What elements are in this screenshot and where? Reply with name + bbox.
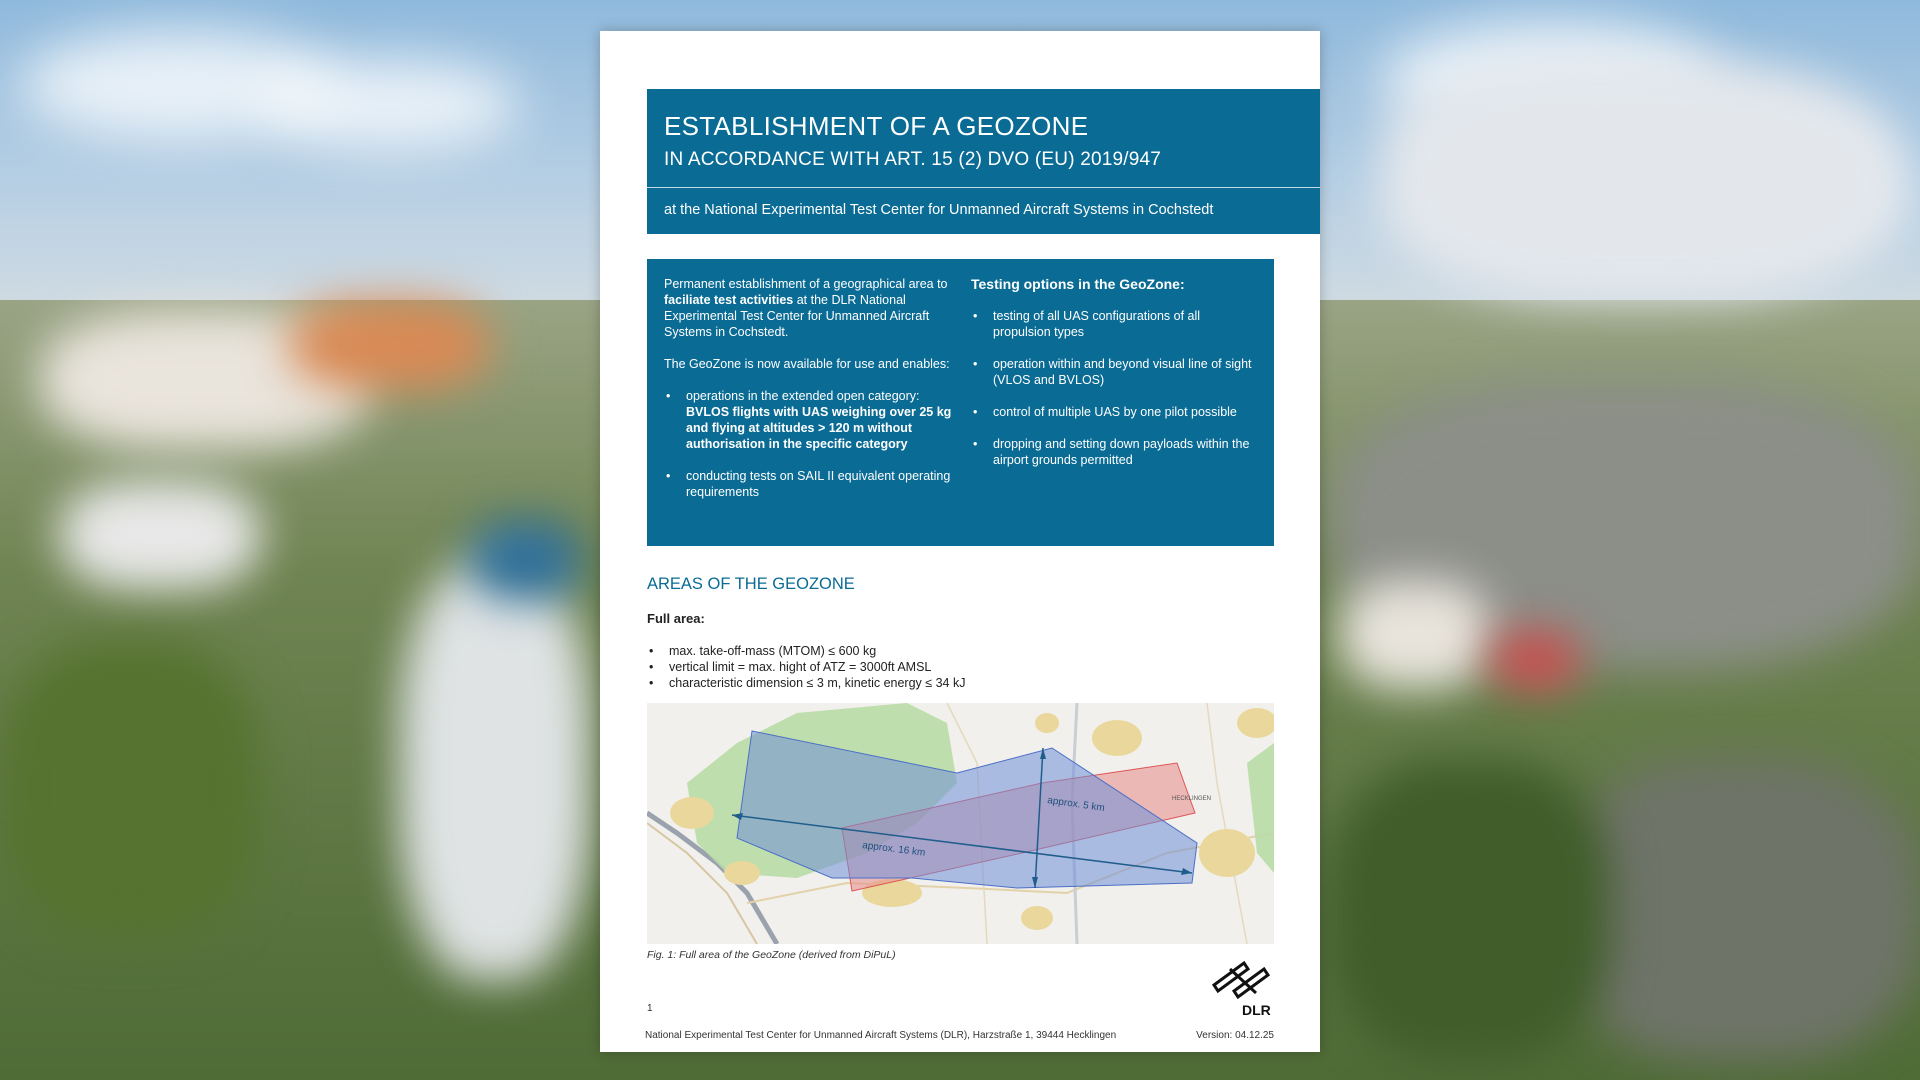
map-label-5km: approx. 5 km (1046, 795, 1106, 815)
header-divider (647, 187, 1320, 188)
dlr-logo-icon (1208, 959, 1274, 1019)
geozone-map (647, 703, 1274, 944)
testing-list (971, 308, 1261, 468)
list-item: • vertical limit = max. hight of ATZ = 3000ft AMSL (647, 659, 965, 675)
list-item: • operation within and beyond visual line of sight (VLOS and BVLOS) (971, 356, 1261, 388)
flyer-page (600, 31, 1320, 1052)
spec-list (647, 643, 965, 691)
footer-address: National Experimental Test Center for Unmanned Aircraft Systems (DLR), Harzstraße 1, 39444 Hecklingen (645, 1030, 1117, 1041)
header-banner (647, 89, 1320, 234)
list-item: • control of multiple UAS by one pilot possible (971, 404, 1261, 420)
figure-caption: Fig. 1: Full area of the GeoZone (derived from DiPuL) (647, 949, 896, 961)
list-item: • conducting tests on SAIL II equivalent operating requirements (664, 468, 954, 500)
enables-list (664, 388, 954, 500)
intro-paragraph: Permanent establishment of a geographical area to faciliate test activities at the DLR National Experimental Test Center for Unmanned Aircraft Systems in Cochstedt. (664, 277, 948, 339)
section-heading: AREAS OF THE GEOZONE (647, 575, 855, 593)
list-item: • dropping and setting down payloads within the airport grounds permitted (971, 436, 1261, 468)
page-number: 1 (647, 1003, 653, 1014)
testing-column (971, 276, 1261, 484)
enables-paragraph: The GeoZone is now available for use and enables: (664, 357, 950, 371)
page-subtitle: IN ACCORDANCE WITH ART. 15 (2) DVO (EU) 2019/947 (664, 149, 1162, 170)
version-label: Version: 04.12.25 (1196, 1030, 1274, 1041)
full-area-label: Full area: (647, 611, 705, 626)
intro-column (664, 276, 954, 516)
map-town-label: HECKLINGEN (1172, 796, 1212, 802)
list-item: • operations in the extended open category: BVLOS flights with UAS weighing over 25 kg and flying at altitudes > 120 m without authorisation in the specific category (664, 388, 954, 452)
list-item: • characteristic dimension ≤ 3 m, kinetic energy ≤ 34 kJ (647, 675, 965, 691)
list-item: • testing of all UAS configurations of all propulsion types (971, 308, 1261, 340)
logo-text: DLR (1242, 1002, 1271, 1018)
info-box (647, 259, 1274, 546)
page-title: ESTABLISHMENT OF A GEOZONE (664, 111, 1089, 141)
testing-heading: Testing options in the GeoZone: (971, 276, 1185, 292)
location-line: at the National Experimental Test Center for Unmanned Aircraft Systems in Cochstedt (664, 202, 1214, 218)
list-item: • max. take-off-mass (MTOM) ≤ 600 kg (647, 643, 965, 659)
map-label-16km: approx. 16 km (861, 840, 926, 859)
dlr-logo (1208, 959, 1274, 1019)
